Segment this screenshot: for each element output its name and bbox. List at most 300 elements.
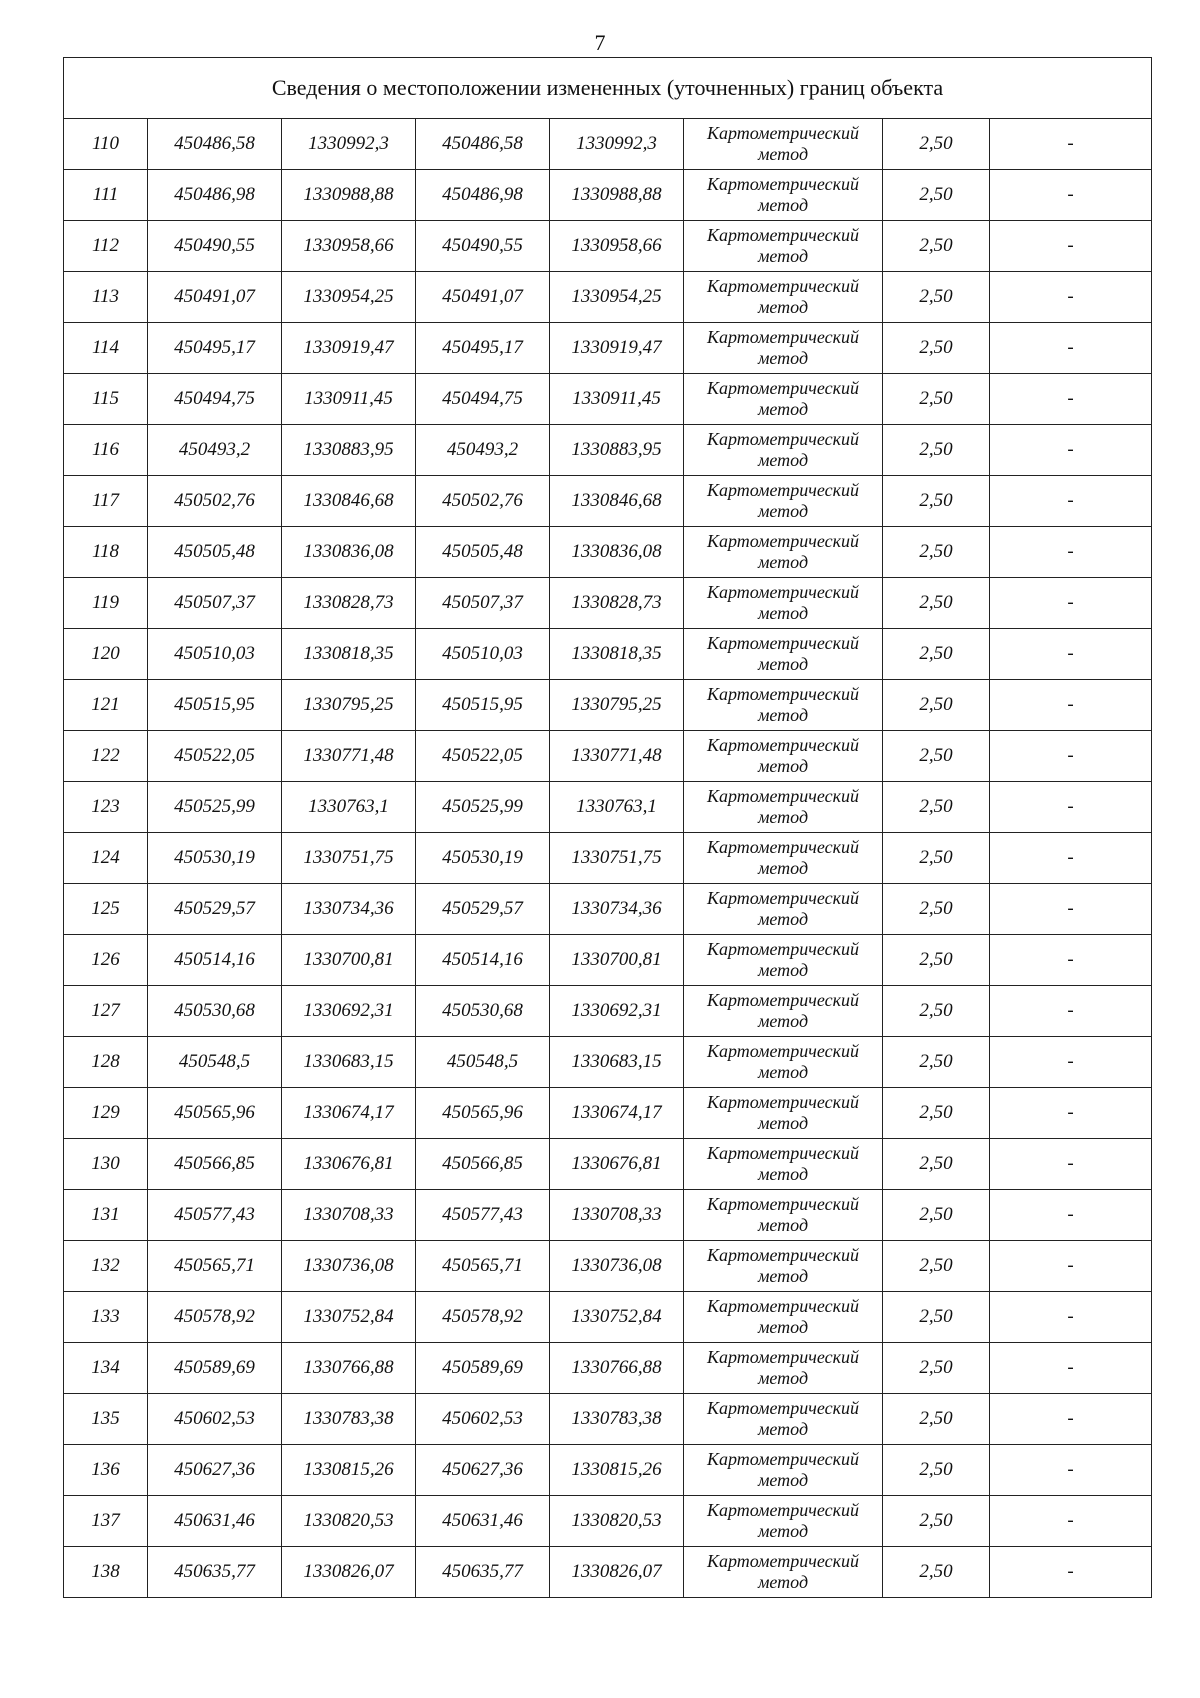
existing-x-cell: 450486,58 <box>148 119 282 170</box>
existing-x-cell: 450529,57 <box>148 884 282 935</box>
existing-x-cell: 450635,77 <box>148 1547 282 1598</box>
existing-y-cell: 1330674,17 <box>282 1088 416 1139</box>
page-number: 7 <box>594 30 606 55</box>
existing-y-cell: 1330736,08 <box>282 1241 416 1292</box>
accuracy-cell: 2,50 <box>883 323 990 374</box>
note-cell: - <box>990 935 1152 986</box>
method-line-2: метод <box>757 501 809 521</box>
table-row <box>64 221 1152 272</box>
existing-y-cell: 1330763,1 <box>282 782 416 833</box>
existing-x-cell: 450548,5 <box>148 1037 282 1088</box>
method-cell <box>684 1037 883 1088</box>
existing-y-cell: 1330676,81 <box>282 1139 416 1190</box>
note-cell: - <box>990 629 1152 680</box>
accuracy-cell: 2,50 <box>883 782 990 833</box>
method-line-1: Картометрический <box>706 276 859 296</box>
method-cell <box>684 833 883 884</box>
method-cell <box>684 986 883 1037</box>
note-cell: - <box>990 1190 1152 1241</box>
method-line-2: метод <box>757 1011 809 1031</box>
method-cell <box>684 1547 883 1598</box>
method-line-2: метод <box>757 858 809 878</box>
updated-x-cell: 450507,37 <box>416 578 550 629</box>
note-cell: - <box>990 1292 1152 1343</box>
updated-y-cell: 1330846,68 <box>550 476 684 527</box>
point-number-cell: 117 <box>64 476 148 527</box>
updated-y-cell: 1330736,08 <box>550 1241 684 1292</box>
note-cell: - <box>990 1241 1152 1292</box>
point-number-cell: 130 <box>64 1139 148 1190</box>
table-row <box>64 323 1152 374</box>
point-number-cell: 116 <box>64 425 148 476</box>
note-cell: - <box>990 1343 1152 1394</box>
updated-x-cell: 450530,19 <box>416 833 550 884</box>
existing-x-cell: 450502,76 <box>148 476 282 527</box>
updated-x-cell: 450515,95 <box>416 680 550 731</box>
existing-y-cell: 1330766,88 <box>282 1343 416 1394</box>
updated-y-cell: 1330771,48 <box>550 731 684 782</box>
point-number-cell: 119 <box>64 578 148 629</box>
updated-x-cell: 450525,99 <box>416 782 550 833</box>
accuracy-cell: 2,50 <box>883 1496 990 1547</box>
table-row <box>64 1037 1152 1088</box>
method-cell <box>684 476 883 527</box>
accuracy-cell: 2,50 <box>883 1445 990 1496</box>
updated-x-cell: 450565,96 <box>416 1088 550 1139</box>
updated-y-cell: 1330958,66 <box>550 221 684 272</box>
accuracy-cell: 2,50 <box>883 221 990 272</box>
existing-x-cell: 450530,68 <box>148 986 282 1037</box>
note-cell: - <box>990 119 1152 170</box>
method-line-2: метод <box>757 603 809 623</box>
method-line-2: метод <box>757 705 809 725</box>
updated-y-cell: 1330708,33 <box>550 1190 684 1241</box>
method-line-2: метод <box>757 1062 809 1082</box>
note-cell: - <box>990 425 1152 476</box>
table-title-row <box>64 58 1152 119</box>
point-number-cell: 133 <box>64 1292 148 1343</box>
accuracy-cell: 2,50 <box>883 884 990 935</box>
method-cell <box>684 374 883 425</box>
point-number-cell: 132 <box>64 1241 148 1292</box>
note-cell: - <box>990 578 1152 629</box>
method-line-2: метод <box>757 1215 809 1235</box>
method-line-2: метод <box>757 1470 809 1490</box>
table-row <box>64 578 1152 629</box>
existing-y-cell: 1330883,95 <box>282 425 416 476</box>
note-cell: - <box>990 170 1152 221</box>
table-row <box>64 1445 1152 1496</box>
existing-y-cell: 1330734,36 <box>282 884 416 935</box>
existing-x-cell: 450565,71 <box>148 1241 282 1292</box>
existing-y-cell: 1330836,08 <box>282 527 416 578</box>
method-line-2: метод <box>757 1419 809 1439</box>
method-line-1: Картометрический <box>706 582 859 602</box>
existing-y-cell: 1330826,07 <box>282 1547 416 1598</box>
method-line-1: Картометрический <box>706 684 859 704</box>
method-cell <box>684 731 883 782</box>
existing-y-cell: 1330992,3 <box>282 119 416 170</box>
method-line-1: Картометрический <box>706 1194 859 1214</box>
table-title: Сведения о местоположении измененных (уточненных) границ объекта <box>64 58 1152 119</box>
note-cell: - <box>990 1547 1152 1598</box>
method-line-2: метод <box>757 909 809 929</box>
accuracy-cell: 2,50 <box>883 170 990 221</box>
existing-y-cell: 1330988,88 <box>282 170 416 221</box>
existing-y-cell: 1330954,25 <box>282 272 416 323</box>
method-line-1: Картометрический <box>706 939 859 959</box>
existing-x-cell: 450493,2 <box>148 425 282 476</box>
accuracy-cell: 2,50 <box>883 1037 990 1088</box>
method-line-1: Картометрический <box>706 633 859 653</box>
point-number-cell: 124 <box>64 833 148 884</box>
existing-x-cell: 450490,55 <box>148 221 282 272</box>
updated-x-cell: 450566,85 <box>416 1139 550 1190</box>
method-line-2: метод <box>757 1164 809 1184</box>
point-number-cell: 129 <box>64 1088 148 1139</box>
table-row <box>64 884 1152 935</box>
existing-x-cell: 450522,05 <box>148 731 282 782</box>
updated-x-cell: 450491,07 <box>416 272 550 323</box>
table-row <box>64 1496 1152 1547</box>
method-line-1: Картометрический <box>706 1092 859 1112</box>
updated-y-cell: 1330795,25 <box>550 680 684 731</box>
existing-y-cell: 1330815,26 <box>282 1445 416 1496</box>
table-row <box>64 1088 1152 1139</box>
method-line-2: метод <box>757 1317 809 1337</box>
method-line-1: Картометрический <box>706 225 859 245</box>
method-cell <box>684 578 883 629</box>
existing-y-cell: 1330818,35 <box>282 629 416 680</box>
point-number-cell: 113 <box>64 272 148 323</box>
table-row <box>64 1547 1152 1598</box>
method-line-1: Картометрический <box>706 1500 859 1520</box>
updated-x-cell: 450635,77 <box>416 1547 550 1598</box>
accuracy-cell: 2,50 <box>883 1190 990 1241</box>
method-line-1: Картометрический <box>706 837 859 857</box>
updated-y-cell: 1330954,25 <box>550 272 684 323</box>
note-cell: - <box>990 833 1152 884</box>
point-number-cell: 131 <box>64 1190 148 1241</box>
point-number-cell: 128 <box>64 1037 148 1088</box>
existing-y-cell: 1330958,66 <box>282 221 416 272</box>
table-row <box>64 1343 1152 1394</box>
point-number-cell: 126 <box>64 935 148 986</box>
method-line-1: Картометрический <box>706 1245 859 1265</box>
table-row <box>64 119 1152 170</box>
method-cell <box>684 782 883 833</box>
existing-x-cell: 450589,69 <box>148 1343 282 1394</box>
method-cell <box>684 1088 883 1139</box>
point-number-cell: 137 <box>64 1496 148 1547</box>
updated-y-cell: 1330752,84 <box>550 1292 684 1343</box>
updated-y-cell: 1330683,15 <box>550 1037 684 1088</box>
table-row <box>64 1139 1152 1190</box>
existing-y-cell: 1330795,25 <box>282 680 416 731</box>
updated-y-cell: 1330674,17 <box>550 1088 684 1139</box>
table-row <box>64 731 1152 782</box>
updated-x-cell: 450522,05 <box>416 731 550 782</box>
updated-x-cell: 450589,69 <box>416 1343 550 1394</box>
updated-y-cell: 1330883,95 <box>550 425 684 476</box>
updated-x-cell: 450627,36 <box>416 1445 550 1496</box>
method-line-2: метод <box>757 1368 809 1388</box>
method-line-1: Картометрический <box>706 1449 859 1469</box>
updated-y-cell: 1330734,36 <box>550 884 684 935</box>
point-number-cell: 135 <box>64 1394 148 1445</box>
existing-y-cell: 1330911,45 <box>282 374 416 425</box>
existing-x-cell: 450507,37 <box>148 578 282 629</box>
point-number-cell: 118 <box>64 527 148 578</box>
note-cell: - <box>990 1037 1152 1088</box>
updated-x-cell: 450502,76 <box>416 476 550 527</box>
updated-y-cell: 1330815,26 <box>550 1445 684 1496</box>
method-line-1: Картометрический <box>706 123 859 143</box>
updated-x-cell: 450529,57 <box>416 884 550 935</box>
updated-y-cell: 1330992,3 <box>550 119 684 170</box>
table-row <box>64 1394 1152 1445</box>
boundary-coordinates-table <box>63 57 1152 1598</box>
table-row <box>64 833 1152 884</box>
table-row <box>64 1190 1152 1241</box>
point-number-cell: 134 <box>64 1343 148 1394</box>
point-number-cell: 111 <box>64 170 148 221</box>
method-line-1: Картометрический <box>706 735 859 755</box>
table-row <box>64 527 1152 578</box>
point-number-cell: 114 <box>64 323 148 374</box>
updated-y-cell: 1330766,88 <box>550 1343 684 1394</box>
accuracy-cell: 2,50 <box>883 680 990 731</box>
updated-y-cell: 1330828,73 <box>550 578 684 629</box>
updated-y-cell: 1330820,53 <box>550 1496 684 1547</box>
existing-x-cell: 450530,19 <box>148 833 282 884</box>
updated-y-cell: 1330700,81 <box>550 935 684 986</box>
method-line-2: метод <box>757 654 809 674</box>
method-line-2: метод <box>757 195 809 215</box>
point-number-cell: 123 <box>64 782 148 833</box>
existing-x-cell: 450577,43 <box>148 1190 282 1241</box>
accuracy-cell: 2,50 <box>883 1343 990 1394</box>
method-line-2: метод <box>757 348 809 368</box>
point-number-cell: 121 <box>64 680 148 731</box>
accuracy-cell: 2,50 <box>883 119 990 170</box>
note-cell: - <box>990 323 1152 374</box>
note-cell: - <box>990 1394 1152 1445</box>
method-cell <box>684 170 883 221</box>
method-cell <box>684 1394 883 1445</box>
method-line-1: Картометрический <box>706 429 859 449</box>
note-cell: - <box>990 1496 1152 1547</box>
table-row <box>64 170 1152 221</box>
accuracy-cell: 2,50 <box>883 374 990 425</box>
method-cell <box>684 884 883 935</box>
note-cell: - <box>990 1445 1152 1496</box>
existing-y-cell: 1330700,81 <box>282 935 416 986</box>
accuracy-cell: 2,50 <box>883 731 990 782</box>
table-row <box>64 680 1152 731</box>
updated-x-cell: 450578,92 <box>416 1292 550 1343</box>
method-line-1: Картометрический <box>706 327 859 347</box>
existing-x-cell: 450510,03 <box>148 629 282 680</box>
method-cell <box>684 1139 883 1190</box>
table-row <box>64 935 1152 986</box>
updated-x-cell: 450495,17 <box>416 323 550 374</box>
updated-x-cell: 450486,98 <box>416 170 550 221</box>
method-line-2: метод <box>757 1113 809 1133</box>
method-line-2: метод <box>757 756 809 776</box>
existing-y-cell: 1330683,15 <box>282 1037 416 1088</box>
table-row <box>64 476 1152 527</box>
method-line-1: Картометрический <box>706 1347 859 1367</box>
accuracy-cell: 2,50 <box>883 1088 990 1139</box>
point-number-cell: 122 <box>64 731 148 782</box>
updated-x-cell: 450565,71 <box>416 1241 550 1292</box>
updated-y-cell: 1330911,45 <box>550 374 684 425</box>
method-line-2: метод <box>757 807 809 827</box>
existing-x-cell: 450565,96 <box>148 1088 282 1139</box>
updated-y-cell: 1330836,08 <box>550 527 684 578</box>
updated-x-cell: 450494,75 <box>416 374 550 425</box>
method-cell <box>684 1343 883 1394</box>
note-cell: - <box>990 731 1152 782</box>
existing-x-cell: 450514,16 <box>148 935 282 986</box>
method-cell <box>684 935 883 986</box>
existing-y-cell: 1330751,75 <box>282 833 416 884</box>
table-row <box>64 629 1152 680</box>
method-line-1: Картометрический <box>706 378 859 398</box>
method-line-2: метод <box>757 1266 809 1286</box>
method-line-1: Картометрический <box>706 1398 859 1418</box>
accuracy-cell: 2,50 <box>883 1547 990 1598</box>
table-row <box>64 782 1152 833</box>
existing-y-cell: 1330771,48 <box>282 731 416 782</box>
accuracy-cell: 2,50 <box>883 425 990 476</box>
point-number-cell: 127 <box>64 986 148 1037</box>
method-cell <box>684 1190 883 1241</box>
existing-x-cell: 450627,36 <box>148 1445 282 1496</box>
updated-x-cell: 450510,03 <box>416 629 550 680</box>
point-number-cell: 115 <box>64 374 148 425</box>
updated-x-cell: 450631,46 <box>416 1496 550 1547</box>
updated-y-cell: 1330919,47 <box>550 323 684 374</box>
updated-y-cell: 1330818,35 <box>550 629 684 680</box>
accuracy-cell: 2,50 <box>883 629 990 680</box>
table-row <box>64 272 1152 323</box>
existing-y-cell: 1330692,31 <box>282 986 416 1037</box>
updated-x-cell: 450486,58 <box>416 119 550 170</box>
method-line-2: метод <box>757 246 809 266</box>
accuracy-cell: 2,50 <box>883 833 990 884</box>
table-row <box>64 1292 1152 1343</box>
method-cell <box>684 425 883 476</box>
table-row <box>64 425 1152 476</box>
method-line-2: метод <box>757 297 809 317</box>
method-cell <box>684 629 883 680</box>
method-cell <box>684 221 883 272</box>
method-line-1: Картометрический <box>706 990 859 1010</box>
accuracy-cell: 2,50 <box>883 1292 990 1343</box>
existing-x-cell: 450494,75 <box>148 374 282 425</box>
existing-x-cell: 450486,98 <box>148 170 282 221</box>
note-cell: - <box>990 986 1152 1037</box>
existing-x-cell: 450525,99 <box>148 782 282 833</box>
method-line-1: Картометрический <box>706 786 859 806</box>
existing-x-cell: 450495,17 <box>148 323 282 374</box>
existing-x-cell: 450631,46 <box>148 1496 282 1547</box>
accuracy-cell: 2,50 <box>883 935 990 986</box>
note-cell: - <box>990 680 1152 731</box>
note-cell: - <box>990 782 1152 833</box>
updated-y-cell: 1330763,1 <box>550 782 684 833</box>
point-number-cell: 110 <box>64 119 148 170</box>
method-line-2: метод <box>757 1572 809 1592</box>
table-row <box>64 1241 1152 1292</box>
accuracy-cell: 2,50 <box>883 1139 990 1190</box>
method-line-2: метод <box>757 960 809 980</box>
method-line-1: Картометрический <box>706 888 859 908</box>
method-line-2: метод <box>757 450 809 470</box>
existing-x-cell: 450515,95 <box>148 680 282 731</box>
updated-x-cell: 450490,55 <box>416 221 550 272</box>
existing-y-cell: 1330846,68 <box>282 476 416 527</box>
updated-y-cell: 1330783,38 <box>550 1394 684 1445</box>
method-cell <box>684 527 883 578</box>
method-line-2: метод <box>757 399 809 419</box>
existing-x-cell: 450602,53 <box>148 1394 282 1445</box>
method-cell <box>684 323 883 374</box>
updated-y-cell: 1330826,07 <box>550 1547 684 1598</box>
point-number-cell: 138 <box>64 1547 148 1598</box>
table-row <box>64 374 1152 425</box>
point-number-cell: 112 <box>64 221 148 272</box>
existing-x-cell: 450505,48 <box>148 527 282 578</box>
point-number-cell: 136 <box>64 1445 148 1496</box>
existing-y-cell: 1330752,84 <box>282 1292 416 1343</box>
method-cell <box>684 1292 883 1343</box>
existing-y-cell: 1330919,47 <box>282 323 416 374</box>
accuracy-cell: 2,50 <box>883 272 990 323</box>
existing-x-cell: 450566,85 <box>148 1139 282 1190</box>
method-line-2: метод <box>757 552 809 572</box>
table-row <box>64 986 1152 1037</box>
method-cell <box>684 680 883 731</box>
note-cell: - <box>990 272 1152 323</box>
note-cell: - <box>990 1088 1152 1139</box>
updated-x-cell: 450548,5 <box>416 1037 550 1088</box>
existing-x-cell: 450491,07 <box>148 272 282 323</box>
updated-x-cell: 450514,16 <box>416 935 550 986</box>
existing-x-cell: 450578,92 <box>148 1292 282 1343</box>
method-cell <box>684 1241 883 1292</box>
updated-x-cell: 450493,2 <box>416 425 550 476</box>
point-number-cell: 125 <box>64 884 148 935</box>
note-cell: - <box>990 527 1152 578</box>
note-cell: - <box>990 884 1152 935</box>
method-line-2: метод <box>757 144 809 164</box>
method-cell <box>684 1496 883 1547</box>
note-cell: - <box>990 221 1152 272</box>
accuracy-cell: 2,50 <box>883 1394 990 1445</box>
accuracy-cell: 2,50 <box>883 578 990 629</box>
accuracy-cell: 2,50 <box>883 527 990 578</box>
method-cell <box>684 1445 883 1496</box>
accuracy-cell: 2,50 <box>883 986 990 1037</box>
method-line-1: Картометрический <box>706 1296 859 1316</box>
method-line-2: метод <box>757 1521 809 1541</box>
method-line-1: Картометрический <box>706 174 859 194</box>
updated-y-cell: 1330676,81 <box>550 1139 684 1190</box>
updated-x-cell: 450577,43 <box>416 1190 550 1241</box>
